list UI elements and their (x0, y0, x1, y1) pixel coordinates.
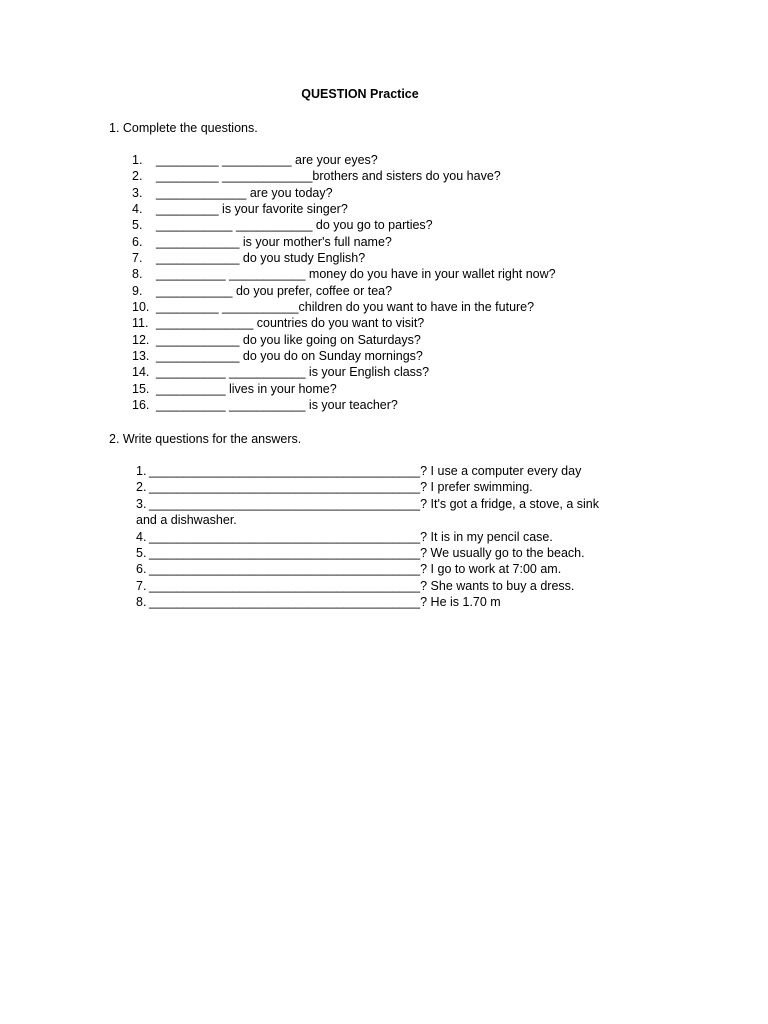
item-number: 9. (132, 283, 143, 298)
item-number: 6. (132, 234, 143, 249)
item-number: 8. (132, 267, 143, 282)
item-text: _______________________________________? I use a computer every day (149, 464, 582, 478)
item-text: _______________________________________? I prefer swimming. (149, 480, 533, 495)
item-text: _________ is your favorite singer? (156, 202, 348, 217)
item-text: __________ ___________ is your teacher? (156, 398, 398, 413)
item-text: ______________ countries do you want to visit? (156, 316, 425, 331)
item-number: 15. (132, 381, 150, 396)
item-text: _________ ___________children do you want to have in the future? (156, 300, 535, 315)
item-text: _________ __________ are your eyes? (156, 153, 378, 167)
item-number: 2. (136, 480, 147, 495)
item-number: 11. (132, 316, 149, 331)
item-number: 14. (132, 365, 150, 380)
item-number: 4. (136, 529, 147, 544)
item-number: 1. (136, 464, 147, 478)
item-number: 7. (136, 578, 147, 593)
item-text: _____________ are you today? (156, 185, 333, 200)
item-text-continuation: and a dishwasher. (136, 513, 237, 528)
item-number: 1. (132, 153, 143, 167)
item-number: 10. (132, 300, 150, 315)
item-text: ____________ do you do on Sunday mornings? (156, 349, 423, 364)
item-text: _______________________________________? We usually go to the beach. (149, 545, 585, 560)
item-number: 2. (132, 169, 143, 184)
item-text: _______________________________________? She wants to buy a dress. (149, 578, 575, 593)
section-2-heading: 2. Write questions for the answers. (109, 432, 302, 446)
item-number: 3. (132, 185, 143, 200)
item-text: _______________________________________? It's got a fridge, a stove, a sink (149, 496, 599, 511)
item-text: __________ ___________ money do you have in your wallet right now? (156, 267, 556, 282)
item-text: _________ _____________brothers and sisters do you have? (156, 169, 501, 184)
item-text: ____________ do you like going on Saturdays? (156, 332, 421, 347)
item-number: 16. (132, 398, 150, 413)
item-number: 3. (136, 496, 147, 511)
item-number: 5. (136, 545, 147, 560)
item-number: 7. (132, 251, 143, 266)
section-1-heading: 1. Complete the questions. (109, 121, 258, 135)
item-text: _______________________________________? He is 1.70 m (149, 595, 501, 610)
item-text: ___________ ___________ do you go to parties? (156, 218, 433, 233)
page-title: QUESTION Practice (301, 87, 419, 101)
item-text: ____________ is your mother's full name? (156, 234, 392, 249)
item-text: _______________________________________? I go to work at 7:00 am. (149, 562, 562, 577)
item-text: _______________________________________? It is in my pencil case. (149, 529, 553, 544)
item-number: 13. (132, 349, 150, 364)
item-number: 8. (136, 595, 147, 610)
item-number: 12. (132, 332, 150, 347)
item-text: ___________ do you prefer, coffee or tea? (156, 283, 393, 298)
item-number: 4. (132, 202, 143, 217)
item-text: __________ ___________ is your English class? (156, 365, 430, 380)
item-number: 5. (132, 218, 143, 233)
item-text: ____________ do you study English? (156, 251, 366, 266)
item-number: 6. (136, 562, 147, 577)
item-text: __________ lives in your home? (156, 381, 337, 396)
